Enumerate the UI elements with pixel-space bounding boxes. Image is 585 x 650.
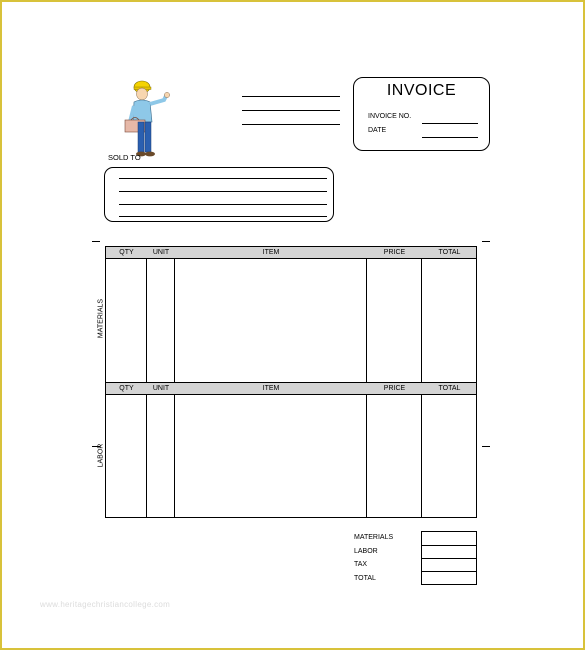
invoice-header-box: [353, 77, 490, 151]
line-items-table: [105, 246, 477, 518]
construction-worker-icon: [122, 78, 174, 158]
address-line-2[interactable]: [242, 110, 340, 111]
labor-col-price: PRICE: [383, 385, 406, 392]
address-line-1[interactable]: [242, 96, 340, 97]
fold-mark-right-lower: [482, 446, 490, 447]
labor-col-qty: QTY: [119, 385, 134, 392]
sold-to-line-4[interactable]: [119, 216, 327, 217]
materials-entry-area[interactable]: [106, 259, 476, 382]
labor-col-item: ITEM: [262, 385, 280, 392]
materials-header-row: [105, 246, 477, 259]
sold-to-label: SOLD TO: [108, 153, 141, 162]
sold-to-box: [104, 167, 334, 222]
invoice-title: INVOICE: [386, 82, 457, 99]
totals-entry-area[interactable]: [422, 532, 476, 584]
invoice-number-label: INVOICE NO.: [368, 113, 412, 120]
totals-box: [421, 531, 477, 585]
materials-section-label: MATERIALS: [97, 298, 105, 339]
sold-to-line-2[interactable]: [119, 191, 327, 192]
date-label: DATE: [368, 127, 387, 134]
invoice-number-field[interactable]: [422, 123, 478, 124]
materials-col-total: TOTAL: [438, 249, 461, 256]
watermark: www.heritagechristiancollege.com: [40, 600, 171, 609]
sold-to-line-3[interactable]: [119, 204, 327, 205]
labor-col-unit: UNIT: [152, 385, 170, 392]
labor-col-total: TOTAL: [438, 385, 461, 392]
fold-mark-right: [482, 241, 490, 242]
materials-col-item: ITEM: [262, 249, 280, 256]
address-line-3[interactable]: [242, 124, 340, 125]
materials-col-price: PRICE: [383, 249, 406, 256]
sold-to-line-1[interactable]: [119, 178, 327, 179]
labor-entry-area[interactable]: [106, 395, 476, 517]
materials-col-qty: QTY: [119, 249, 134, 256]
totals-label-materials: MATERIALS: [354, 534, 394, 541]
labor-section-label: LABOR: [97, 443, 105, 468]
totals-label-tax: TAX: [354, 561, 368, 568]
totals-label-labor: LABOR: [354, 548, 378, 555]
seller-address-lines: [242, 96, 340, 138]
fold-mark-left: [92, 241, 100, 242]
date-field[interactable]: [422, 137, 478, 138]
labor-header-row: [105, 382, 477, 395]
totals-label-total: TOTAL: [354, 575, 376, 582]
materials-col-unit: UNIT: [152, 249, 170, 256]
